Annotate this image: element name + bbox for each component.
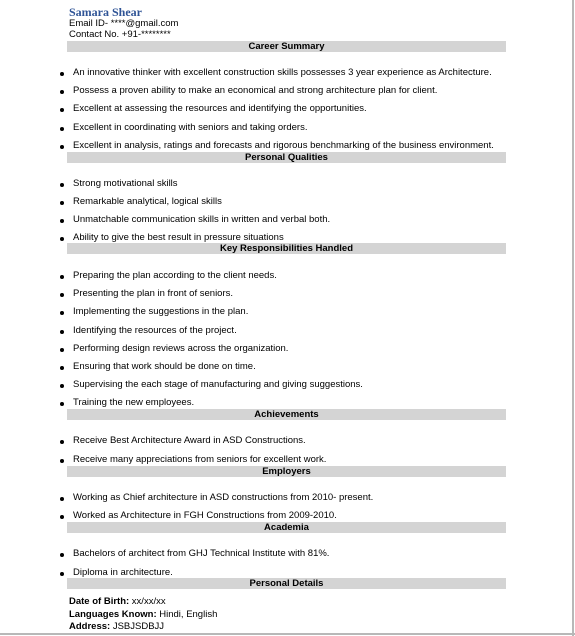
email-line: Email ID- ****@gmail.com: [69, 18, 179, 29]
bullet-icon: [60, 293, 64, 297]
page-edge-right: [572, 0, 574, 636]
bullet-icon: [60, 553, 64, 557]
bullet-icon: [60, 459, 64, 463]
bullet-icon: [60, 108, 64, 112]
dob-label: Date of Birth:: [69, 596, 130, 607]
languages-value: Hindi, English: [156, 609, 218, 620]
bullet-icon: [60, 183, 64, 187]
dob-value: xx/xx/xx: [129, 596, 166, 607]
section-career-summary: Career Summary: [67, 41, 506, 52]
bullet-icon: [60, 275, 64, 279]
candidate-name: Samara Shear: [69, 5, 142, 19]
bullet-icon: [60, 366, 64, 370]
bullet-icon: [60, 72, 64, 76]
bullet-icon: [60, 348, 64, 352]
bullet-icon: [60, 440, 64, 444]
bullet-icon: [60, 237, 64, 241]
section-employers: Employers: [67, 466, 506, 477]
bullet-icon: [60, 127, 64, 131]
bullet-icon: [60, 330, 64, 334]
address-label: Address:: [69, 621, 111, 632]
dob-row: [69, 596, 166, 607]
resume-page: Samara Shear Email ID- ****@gmail.com Contact No. +91-******** Career Summary An innovative thinker with excellent construction skills possesses 3 year experience as Architecture. Possess a proven ability to make an economical and strong architecture plan for client. Excellent at assessing the resources and identifying the opportunities. Excellent in coordinating with seniors and taking orders. Excellent in analysis, ratings and forecasts and rigorous benchmarking of the business environment. Personal Qualities Strong motivational skills Remarkable analytical, logical skills Unmatchable communication skills in written and verbal both. Ability to give the best result in pressure situations Key Responsibilities Handled Preparing the plan according to the client needs. Presenting the plan in front of seniors. Implementing the suggestions in the plan. Identifying the resources of the project. Performing design reviews across the organization. Ensuring that work should be done on time. Supervising the each stage of manufacturing and giving suggestions. Training the new employees. Achievements Receive Best Architecture Award in ASD Constructions. Receive many appreciations from seniors for excellent work. Employers Working as Chief architecture in ASD constructions from 2010- present. Worked as Architecture in FGH Constructions from 2009-2010. Academia Bachelors of architect from GHJ Technical Institute with 81%. Diploma in architecture. Personal Details Date of Birth: xx/xx/xx Languages Known: Hindi, English Address: JSBJSDBJJ: [0, 0, 572, 633]
languages-label: Languages Known:: [69, 609, 157, 620]
bullet-icon: [60, 201, 64, 205]
section-achievements: Achievements: [67, 409, 506, 420]
bullet-icon: [60, 402, 64, 406]
bullet-icon: [60, 311, 64, 315]
bullet-icon: [60, 384, 64, 388]
bullet-icon: [60, 90, 64, 94]
languages-row: [69, 609, 217, 620]
section-personal-qualities: Personal Qualities: [67, 152, 506, 163]
bullet-icon: [60, 497, 64, 501]
section-key-responsibilities: Key Responsibilities Handled: [67, 243, 506, 254]
bullet-icon: [60, 572, 64, 576]
bullet-icon: [60, 515, 64, 519]
address-value: JSBJSDBJJ: [110, 621, 165, 632]
section-personal-details: Personal Details: [67, 578, 506, 589]
section-academia: Academia: [67, 522, 506, 533]
bullet-icon: [60, 219, 64, 223]
address-row: [69, 621, 164, 632]
page-edge-bottom: [0, 633, 575, 635]
bullet-icon: [60, 145, 64, 149]
phone-line: Contact No. +91-********: [69, 29, 171, 40]
